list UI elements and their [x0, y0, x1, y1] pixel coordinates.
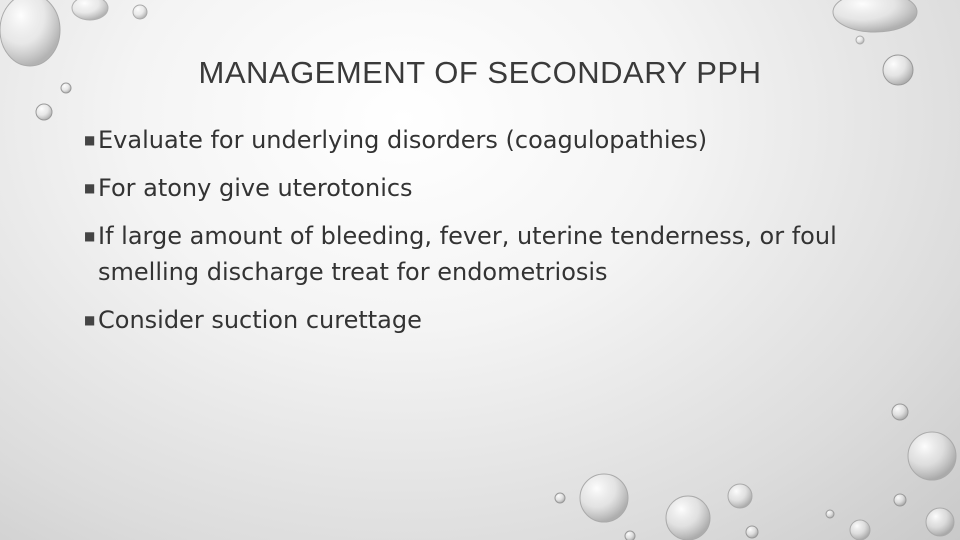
- bullet-text: If large amount of bleeding, fever, uterine tenderness, or foul smelling discharge treat for endometriosis: [98, 222, 837, 286]
- bullet-text: For atony give uterotonics: [98, 174, 413, 202]
- bullet-item: [84, 302, 884, 338]
- square-bullet-icon: ■: [84, 313, 96, 327]
- bullet-text: Evaluate for underlying disorders (coagulopathies): [98, 126, 708, 154]
- square-bullet-icon: ■: [84, 133, 96, 147]
- bullet-text: Consider suction curettage: [98, 306, 422, 334]
- bullet-list: [84, 122, 884, 350]
- bullet-item: [84, 170, 884, 206]
- bullet-item: [84, 218, 884, 290]
- square-bullet-icon: ■: [84, 229, 96, 243]
- square-bullet-icon: ■: [84, 181, 96, 195]
- slide-title: MANAGEMENT OF SECONDARY PPH: [198, 54, 762, 90]
- bullet-item: [84, 122, 884, 158]
